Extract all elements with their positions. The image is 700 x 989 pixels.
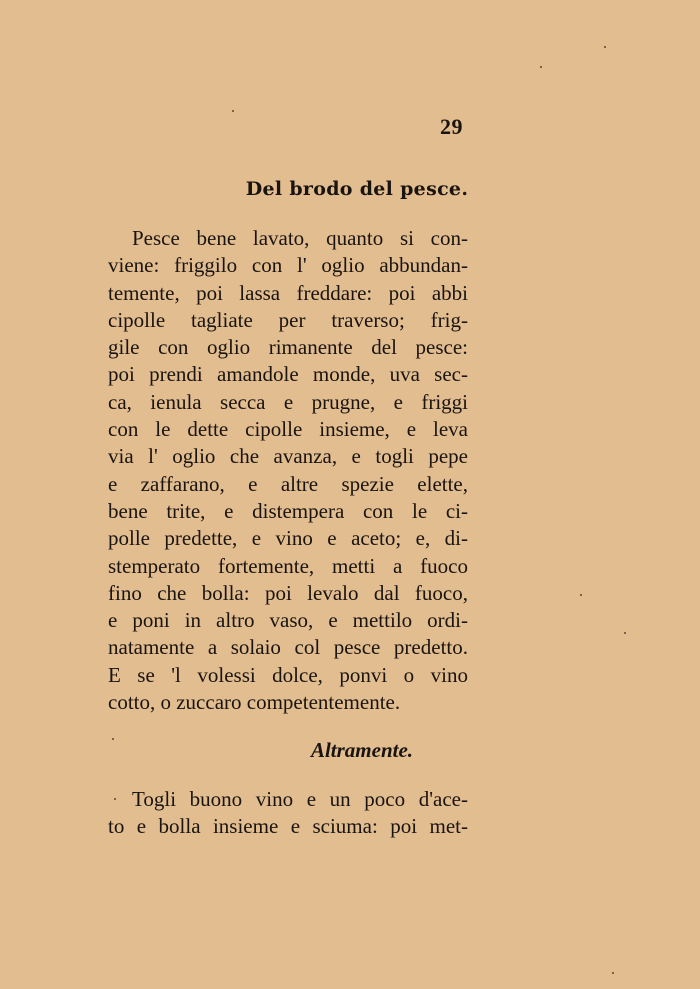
- text-line: poi prendi amandole monde, uva sec-: [108, 362, 468, 387]
- text-line: fino che bolla: poi levalo dal fuoco,: [108, 580, 468, 605]
- text-line: temente, poi lassa freddare: poi abbi: [108, 280, 468, 305]
- paper-speck: [232, 110, 234, 112]
- paragraph-1: [108, 225, 468, 716]
- text-line: viene: friggilo con l' oglio abbundan-: [108, 253, 468, 278]
- text-line: e poni in altro vaso, e mettilo ordi-: [108, 608, 468, 633]
- paper-speck: [624, 632, 626, 634]
- paper-speck: [612, 972, 614, 974]
- page-number: 29: [440, 114, 463, 139]
- paper-speck: [604, 46, 606, 48]
- text-line: E se 'l volessi dolce, ponvi o vino: [108, 662, 468, 687]
- text-line: bene trite, e distempera con le ci-: [108, 498, 468, 523]
- text-line: con le dette cipolle insieme, e leva: [108, 417, 468, 442]
- text-line: Pesce bene lavato, quanto si con-: [132, 226, 468, 250]
- text-line: ca, ienula secca e prugne, e friggi: [108, 389, 468, 414]
- text-line: to e bolla insieme e sciuma: poi met-: [108, 814, 468, 839]
- text-line: e zaffarano, e altre spezie elette,: [108, 471, 468, 496]
- text-line: natamente a solaio col pesce predetto.: [108, 635, 468, 660]
- paper-speck: [114, 798, 116, 800]
- text-line: via l' oglio che avanza, e togli pepe: [108, 444, 468, 469]
- section-title: Del brodo del pesce.: [245, 178, 469, 200]
- text-line: polle predette, e vino e aceto; e, di-: [108, 526, 468, 551]
- text-line: cotto, o zuccaro competentemente.: [108, 690, 401, 715]
- text-line: stemperato fortemente, metti a fuoco: [108, 553, 468, 578]
- paper-speck: [112, 738, 114, 740]
- paper-speck: [580, 594, 582, 596]
- text-line: cipolle tagliate per traverso; frig-: [108, 307, 468, 332]
- paper-speck: [540, 66, 542, 68]
- paragraph-2: [108, 786, 468, 841]
- text-line: Togli buono vino e un poco d'ace-: [132, 787, 468, 811]
- text-line: gile con oglio rimanente del pesce:: [108, 335, 468, 360]
- subheading: Altramente.: [310, 738, 414, 762]
